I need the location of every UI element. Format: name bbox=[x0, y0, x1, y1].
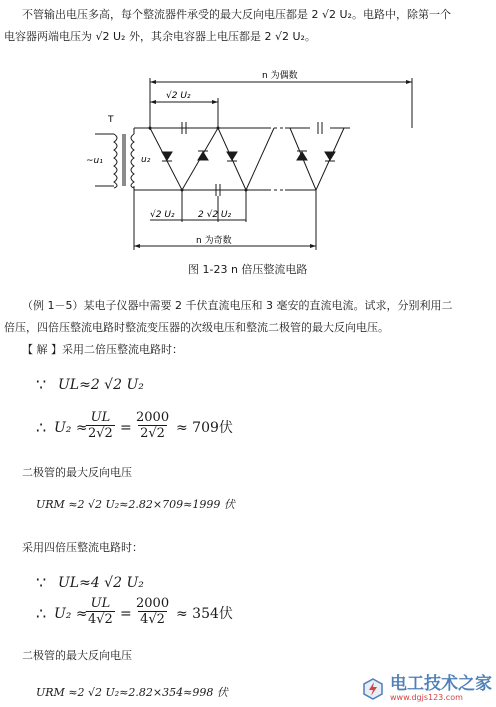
label-2sqrt2-u2: 2 √2 U₂ bbox=[198, 210, 232, 220]
fraction-denominator: 4√2 bbox=[140, 612, 165, 627]
four-times-heading: 采用四倍压整流电路时： bbox=[22, 541, 143, 554]
watermark-url: www.dgjs123.com bbox=[390, 693, 463, 702]
figure-caption: 图 1-23 n 倍压整流电路 bbox=[188, 263, 308, 276]
lightning-logo-icon bbox=[360, 678, 386, 700]
fraction-2000-over-2sqrt2 bbox=[134, 410, 171, 441]
fraction-numerator: 2000 bbox=[136, 596, 170, 611]
example-line-2: 倍压，四倍压整流电路时整流变压器的次级电压和整流二极管的最大反向电压。 bbox=[4, 321, 389, 334]
fraction-numerator: UL bbox=[90, 410, 111, 425]
therefore-symbol: ∴ bbox=[36, 418, 47, 437]
because-symbol: ∵ bbox=[36, 375, 47, 394]
equals-sign: = bbox=[120, 606, 132, 622]
site-watermark bbox=[360, 675, 492, 703]
diode-label-2: 二极管的最大反向电压 bbox=[22, 649, 132, 662]
therefore-symbol: ∴ bbox=[36, 604, 47, 623]
label-u2: u₂ bbox=[141, 155, 151, 165]
solution-label: 【 解 】采用二倍压整流电路时： bbox=[22, 343, 183, 356]
urm-expression-2: URM ≈2 √2 U₂≈2.82×354≈998 伏 bbox=[36, 686, 228, 699]
fraction-denominator: 2√2 bbox=[140, 426, 165, 441]
secondary-coil bbox=[131, 134, 134, 188]
label-transformer-T: T bbox=[108, 115, 114, 125]
fraction-numerator: UL bbox=[90, 596, 111, 611]
because-expression: UL≈2 √2 U₂ bbox=[58, 377, 144, 393]
fraction-ul-over-4sqrt2 bbox=[86, 596, 115, 627]
fraction-2000-over-4sqrt2 bbox=[134, 596, 171, 627]
equals-sign: = bbox=[120, 420, 132, 436]
urm-expression-1: URM ≈2 √2 U₂≈2.82×709≈1999 伏 bbox=[36, 498, 235, 511]
fraction-numerator: 2000 bbox=[136, 410, 170, 425]
label-sqrt2-u2-bottom: √2 U₂ bbox=[150, 210, 175, 220]
fraction-denominator: 4√2 bbox=[88, 612, 113, 627]
diode-icon bbox=[325, 152, 335, 160]
diode-icon bbox=[198, 152, 208, 160]
fraction-denominator: 2√2 bbox=[88, 426, 113, 441]
watermark-site-name: 电工技术之家 bbox=[390, 674, 492, 694]
because-expression: UL≈4 √2 U₂ bbox=[58, 575, 144, 591]
diode-label-1: 二极管的最大反向电压 bbox=[22, 466, 132, 479]
diode-icon bbox=[297, 152, 307, 160]
u2-result: ≈ 709伏 bbox=[176, 420, 233, 436]
primary-coil bbox=[114, 134, 117, 188]
because-symbol: ∵ bbox=[36, 573, 47, 592]
u2-lhs: U₂ ≈ bbox=[54, 606, 88, 622]
fraction-ul-over-2sqrt2 bbox=[86, 410, 115, 441]
label-n-even: n 为偶数 bbox=[262, 71, 298, 81]
intro-line-2: 电容器两端电压为 √2 U₂ 外，其余电容器上电压都是 2 √2 U₂。 bbox=[4, 30, 316, 43]
u2-lhs: U₂ ≈ bbox=[54, 420, 88, 436]
u2-result: ≈ 354伏 bbox=[176, 606, 233, 622]
label-u1: ~u₁ bbox=[86, 156, 103, 166]
example-line-1: （例 1－5）某电子仪器中需要 2 千伏直流电压和 3 毫安的直流电流。试求，分别利用二 bbox=[22, 299, 453, 312]
diode-icon bbox=[162, 152, 172, 160]
diode-icon bbox=[227, 152, 237, 160]
voltage-multiplier-circuit-diagram bbox=[0, 0, 496, 270]
intro-line-1: 不管输出电压多高，每个整流器件承受的最大反向电压都是 2 √2 U₂。电路中，除第一个 bbox=[22, 8, 451, 21]
label-n-odd: n 为奇数 bbox=[196, 236, 232, 246]
label-sqrt2-u2-top: √2 U₂ bbox=[166, 91, 191, 101]
